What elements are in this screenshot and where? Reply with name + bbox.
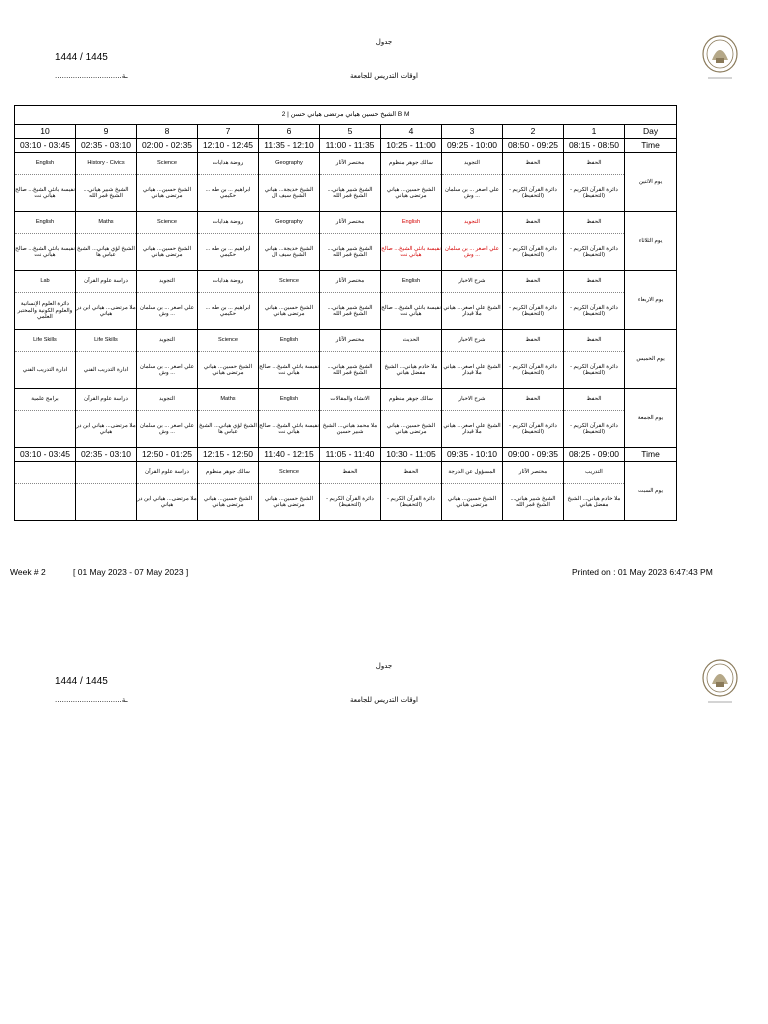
subject-cell: دراسة علوم القرآن: [76, 271, 137, 293]
header-field-2: ..............................ـة: [55, 696, 128, 704]
subject-cell: Lab: [15, 271, 76, 293]
subject-cell: الحفظ: [564, 330, 625, 352]
subject-cell: Science: [137, 212, 198, 234]
day-name: يوم الاربعاء: [625, 271, 677, 330]
period-time: 11:35 - 12:10: [259, 139, 320, 153]
subject-cell: الانشاء والمقالات: [320, 389, 381, 411]
period-time: 09:00 - 09:35: [503, 448, 564, 462]
period-time: 11:00 - 11:35: [320, 139, 381, 153]
day-header: Day: [625, 125, 677, 139]
day-name: يوم الاثنين: [625, 153, 677, 212]
teacher-cell: دائرة القرآن الكريم - (التحفيظ): [381, 484, 442, 521]
period-time: 09:35 - 10:10: [442, 448, 503, 462]
university-logo-2: [700, 656, 740, 708]
teacher-cell: الشيخ خديجة... هياني الشيخ سيف ال: [259, 234, 320, 271]
teacher-cell: دائرة القرآن الكريم - (التحفيظ): [564, 234, 625, 271]
subject-cell: History - Civics: [76, 153, 137, 175]
teacher-cell: دائرة القرآن الكريم - (التحفيظ): [503, 175, 564, 212]
day-name: يوم الثلاثاء: [625, 212, 677, 271]
header-field: ..............................ـة: [55, 72, 128, 80]
teacher-cell: [15, 411, 76, 448]
subject-cell: Life Skills: [76, 330, 137, 352]
teacher-cell: [76, 484, 137, 521]
teacher-cell: ابراهيم ... بن طه ... حكيمي: [198, 175, 259, 212]
time-header: Time: [625, 139, 677, 153]
subject-cell: الحفظ: [381, 462, 442, 484]
subject-cell: English: [381, 271, 442, 293]
subject-cell: Science: [198, 330, 259, 352]
teacher-cell: الشيخ شبير هياني... الشيخ قمر الله: [503, 484, 564, 521]
subject-cell: مختصر الآثار: [320, 212, 381, 234]
academic-year: 1444 / 1445: [55, 52, 108, 63]
day-teacher-row: [15, 293, 677, 330]
subject-cell: شرح الاخبار: [442, 389, 503, 411]
period-time: 08:25 - 09:00: [564, 448, 625, 462]
period-time: 10:25 - 11:00: [381, 139, 442, 153]
teacher-cell: الشيخ حسين... هياني مرتضى هياني: [381, 175, 442, 212]
subject-cell: English: [381, 212, 442, 234]
teacher-cell: نفيسة بانئي الشيخ... صالح هياني نت: [259, 352, 320, 389]
teacher-cell: علي اصغر ... بن سلمان ... وش: [137, 293, 198, 330]
subject-cell: الحفظ: [564, 271, 625, 293]
column-number: 10: [15, 125, 76, 139]
day-subject-row: [15, 153, 677, 175]
subject-cell: الحفظ: [564, 212, 625, 234]
teacher-cell: نفيسة بانئي الشيخ... صالح هياني نت: [15, 234, 76, 271]
teacher-cell: الشيخ لؤي هياني... الشيخ عباس ها: [76, 234, 137, 271]
teacher-cell: دائرة العلوم الإنسانية والعلوم الكونية والمختبر العلمي: [15, 293, 76, 330]
day-teacher-row: [15, 175, 677, 212]
time-row: [15, 139, 677, 153]
subject-cell: Science: [259, 462, 320, 484]
university-logo: [700, 32, 740, 84]
day-teacher-row: [15, 234, 677, 271]
teacher-cell: الشيخ خديجة... هياني الشيخ سيف ال: [259, 175, 320, 212]
subject-cell: الحفظ: [503, 153, 564, 175]
day-subject-row: [15, 212, 677, 234]
column-number: 7: [198, 125, 259, 139]
time-header: Time: [625, 448, 677, 462]
subject-cell: الحفظ: [564, 389, 625, 411]
week-number: Week # 2: [10, 567, 46, 577]
teacher-cell: نفيسة بانئي الشيخ... صالح هياني نت: [381, 234, 442, 271]
time-row: [15, 448, 677, 462]
teacher-cell: علي اصغر ... بن سلمان ... وش: [137, 411, 198, 448]
subject-cell: مختصر الآثار: [320, 271, 381, 293]
teacher-cell: ملا خادم هياني... الشيخ مفضل هياني: [564, 484, 625, 521]
teacher-cell: دائرة القرآن الكريم - (التحفيظ): [503, 411, 564, 448]
column-number: 9: [76, 125, 137, 139]
teacher-cell: ملا خادم هياني... الشيخ مفضل هياني: [381, 352, 442, 389]
day-subject-row: [15, 330, 677, 352]
subject-cell: الحفظ: [320, 462, 381, 484]
teacher-cell: دائرة القرآن الكريم - (التحفيظ): [564, 175, 625, 212]
subject-cell: برامج علمية: [15, 389, 76, 411]
subject-cell: English: [259, 389, 320, 411]
day-name: يوم الجمعة: [625, 389, 677, 448]
teacher-cell: الشيخ شبير هياني... الشيخ قمر الله: [320, 293, 381, 330]
teacher-cell: دائرة القرآن الكريم - (التحفيظ): [503, 352, 564, 389]
table-caption-2: جدول: [375, 662, 393, 670]
day-teacher-row: [15, 352, 677, 389]
teacher-cell: نفيسة بانئي الشيخ... صالح هياني نت: [259, 411, 320, 448]
teacher-cell: ابراهيم ... بن طه ... حكيمي: [198, 293, 259, 330]
week-range: [ 01 May 2023 - 07 May 2023 ]: [73, 567, 189, 577]
subject-cell: التجويد: [442, 153, 503, 175]
period-time: 11:40 - 12:15: [259, 448, 320, 462]
subject-cell: مختصر الآثار: [503, 462, 564, 484]
subject-cell: سالك جوهر منظوم: [381, 389, 442, 411]
period-time: 02:35 - 03:10: [76, 139, 137, 153]
period-time: 12:10 - 12:45: [198, 139, 259, 153]
teacher-cell: [15, 484, 76, 521]
subject-cell: روضة هدايات: [198, 271, 259, 293]
teacher-cell: علي اصغر ... بن سلمان ... وش: [137, 352, 198, 389]
class-title: الشيخ حسين هياني مرتضى هياني حسن | 2 B M: [15, 106, 677, 125]
subject-cell: دراسة علوم القرآن: [137, 462, 198, 484]
teacher-cell: ادارة التدريب الفني: [76, 352, 137, 389]
subject-cell: التدريب: [564, 462, 625, 484]
teacher-cell: نفيسة بانئي الشيخ... صالح هياني نت: [381, 293, 442, 330]
subject-cell: Maths: [76, 212, 137, 234]
column-number: 2: [503, 125, 564, 139]
subject-cell: سالك جوهر منظوم: [381, 153, 442, 175]
subject-cell: Maths: [198, 389, 259, 411]
teacher-cell: دائرة القرآن الكريم - (التحفيظ): [564, 352, 625, 389]
subject-cell: مختصر الآثار: [320, 153, 381, 175]
schedule-subtitle-2: اوقات التدريس للجامعة: [350, 696, 418, 704]
subject-cell: Science: [259, 271, 320, 293]
column-number: 8: [137, 125, 198, 139]
period-time: 08:15 - 08:50: [564, 139, 625, 153]
column-number: 6: [259, 125, 320, 139]
teacher-cell: ابراهيم ... بن طه ... حكيمي: [198, 234, 259, 271]
subject-cell: شرح الاخبار: [442, 330, 503, 352]
subject-cell: English: [15, 153, 76, 175]
subject-cell: التجويد: [442, 212, 503, 234]
teacher-cell: ملا محمد هياني... الشيخ شبير حسين: [320, 411, 381, 448]
subject-cell: التجويد: [137, 389, 198, 411]
table-caption: جدول: [375, 38, 393, 46]
teacher-cell: دائرة القرآن الكريم - (التحفيظ): [503, 293, 564, 330]
teacher-cell: ملا مرتضى... هياني ابن در هياني: [76, 293, 137, 330]
day-name: يوم الخميس: [625, 330, 677, 389]
subject-cell: الحفظ: [503, 330, 564, 352]
column-number: 5: [320, 125, 381, 139]
teacher-cell: دائرة القرآن الكريم - (التحفيظ): [503, 234, 564, 271]
period-time: 08:50 - 09:25: [503, 139, 564, 153]
subject-cell: روضة هدايات: [198, 153, 259, 175]
subject-cell: مختصر الآثار: [320, 330, 381, 352]
teacher-cell: الشيخ لؤي هياني... الشيخ عباس ها: [198, 411, 259, 448]
teacher-cell: دائرة القرآن الكريم - (التحفيظ): [320, 484, 381, 521]
subject-cell: الحفظ: [503, 212, 564, 234]
subject-cell: English: [259, 330, 320, 352]
subject-cell: English: [15, 212, 76, 234]
period-time: 10:30 - 11:05: [381, 448, 442, 462]
column-number: 1: [564, 125, 625, 139]
day-subject-row: [15, 462, 677, 484]
teacher-cell: الشيخ حسين... هياني مرتضى هياني: [259, 293, 320, 330]
subject-cell: روضة هدايات: [198, 212, 259, 234]
teacher-cell: ملا مرتضى... هياني ابن در هياني: [137, 484, 198, 521]
teacher-cell: الشيخ حسين... هياني مرتضى هياني: [259, 484, 320, 521]
day-teacher-row: [15, 411, 677, 448]
column-number: 3: [442, 125, 503, 139]
teacher-cell: الشيخ حسين... هياني مرتضى هياني: [137, 234, 198, 271]
period-time: 02:35 - 03:10: [76, 448, 137, 462]
period-time: 03:10 - 03:45: [15, 139, 76, 153]
teacher-cell: الشيخ شبير هياني... الشيخ قمر الله: [76, 175, 137, 212]
subject-cell: التجويد: [137, 271, 198, 293]
period-time: 12:50 - 01:25: [137, 448, 198, 462]
period-time: 02:00 - 02:35: [137, 139, 198, 153]
subject-cell: المسؤول عن الدرجة: [442, 462, 503, 484]
teacher-cell: علي اصغر ... بن سلمان ... وش: [442, 175, 503, 212]
title-row: [15, 106, 677, 125]
teacher-cell: دائرة القرآن الكريم - (التحفيظ): [564, 411, 625, 448]
period-time: 12:15 - 12:50: [198, 448, 259, 462]
subject-cell: Life Skills: [15, 330, 76, 352]
day-teacher-row: [15, 484, 677, 521]
teacher-cell: الشيخ شبير هياني... الشيخ قمر الله: [320, 234, 381, 271]
teacher-cell: الشيخ شبير هياني... الشيخ قمر الله: [320, 175, 381, 212]
period-time: 11:05 - 11:40: [320, 448, 381, 462]
teacher-cell: الشيخ علي اصغر... هياني ملا قيدار: [442, 352, 503, 389]
subject-cell: دراسة علوم القرآن: [76, 389, 137, 411]
teacher-cell: الشيخ شبير هياني... الشيخ قمر الله: [320, 352, 381, 389]
teacher-cell: الشيخ حسين... هياني مرتضى هياني: [198, 484, 259, 521]
column-header-row: [15, 125, 677, 139]
schedule-subtitle: اوقات التدريس للجامعة: [350, 72, 418, 80]
timetable: [14, 105, 677, 521]
teacher-cell: الشيخ حسين... هياني مرتضى هياني: [198, 352, 259, 389]
day-name: يوم السبت: [625, 462, 677, 521]
subject-cell: سالك جوهر منظوم: [198, 462, 259, 484]
subject-cell: [76, 462, 137, 484]
academic-year-2: 1444 / 1445: [55, 676, 108, 687]
subject-cell: Geography: [259, 212, 320, 234]
teacher-cell: نفيسة بانئي الشيخ... صالح هياني نت: [15, 175, 76, 212]
printed-on: Printed on : 01 May 2023 6:47:43 PM: [572, 567, 713, 577]
subject-cell: التجويد: [137, 330, 198, 352]
subject-cell: Geography: [259, 153, 320, 175]
teacher-cell: ملا مرتضى... هياني ابن در هياني: [76, 411, 137, 448]
subject-cell: الحفظ: [503, 271, 564, 293]
teacher-cell: علي اصغر ... بن سلمان ... وش: [442, 234, 503, 271]
period-time: 09:25 - 10:00: [442, 139, 503, 153]
subject-cell: الحديث: [381, 330, 442, 352]
day-subject-row: [15, 271, 677, 293]
column-number: 4: [381, 125, 442, 139]
subject-cell: الحفظ: [564, 153, 625, 175]
period-time: 03:10 - 03:45: [15, 448, 76, 462]
teacher-cell: ادارة التدريب الفني: [15, 352, 76, 389]
subject-cell: الحفظ: [503, 389, 564, 411]
teacher-cell: الشيخ علي اصغر... هياني ملا قيدار: [442, 293, 503, 330]
teacher-cell: الشيخ حسين... هياني مرتضى هياني: [137, 175, 198, 212]
teacher-cell: الشيخ حسين... هياني مرتضى هياني: [381, 411, 442, 448]
subject-cell: [15, 462, 76, 484]
teacher-cell: الشيخ حسين... هياني مرتضى هياني: [442, 484, 503, 521]
subject-cell: Science: [137, 153, 198, 175]
teacher-cell: الشيخ علي اصغر... هياني ملا قيدار: [442, 411, 503, 448]
teacher-cell: دائرة القرآن الكريم - (التحفيظ): [564, 293, 625, 330]
day-subject-row: [15, 389, 677, 411]
subject-cell: شرح الاخبار: [442, 271, 503, 293]
